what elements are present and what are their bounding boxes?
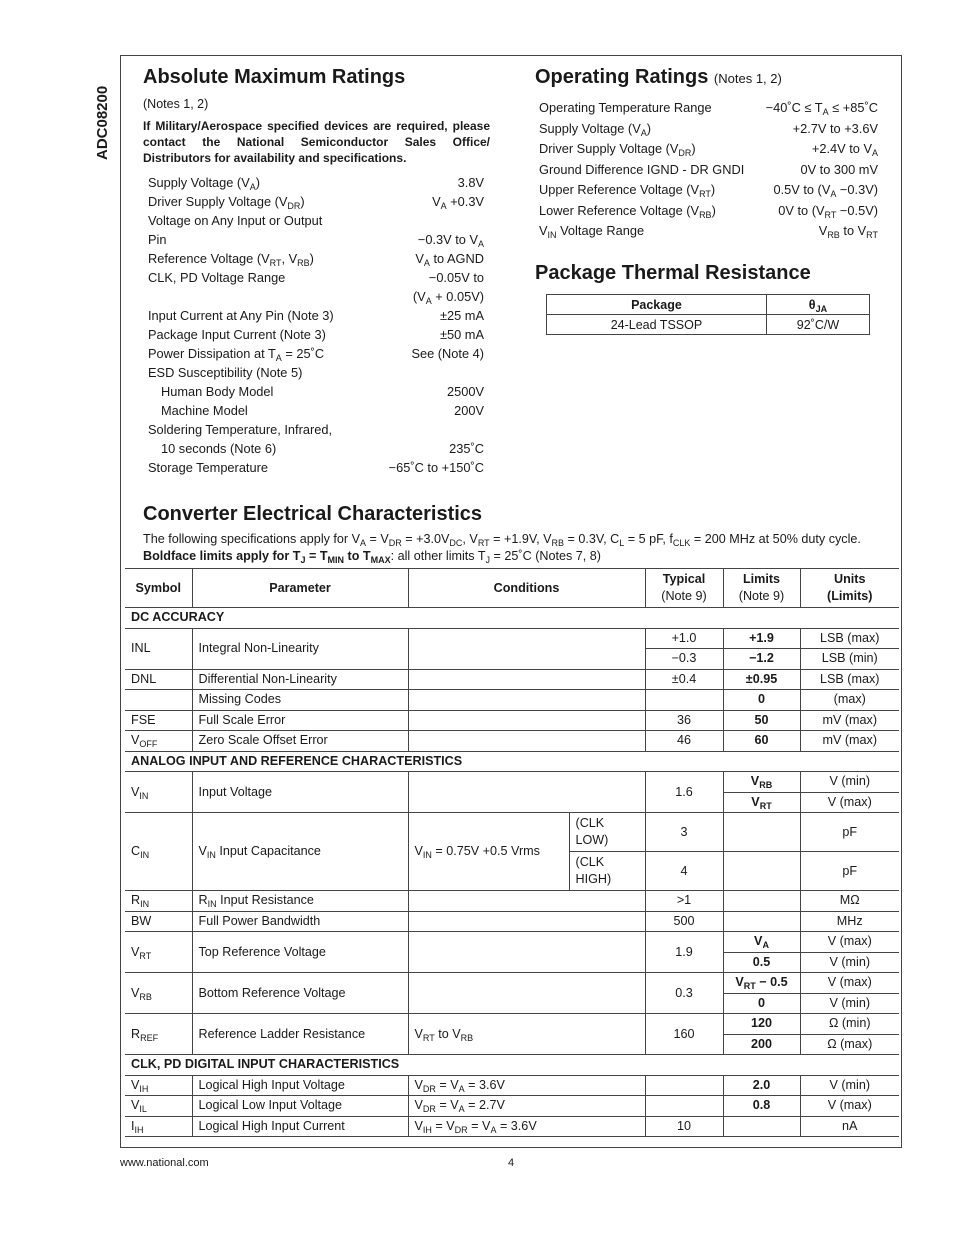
rating-value: $(V_A + 0.05V)$: [412, 289, 484, 306]
header-parameter: Parameter: [192, 569, 408, 608]
rating-value: $V_A$ to AGND: [415, 251, 484, 268]
rating-label: Power Dissipation at $T_A$ = 25˚C: [148, 346, 325, 363]
section-dc-accuracy: DC ACCURACY: [125, 608, 899, 629]
rating-row: [148, 173, 484, 192]
header-limits: Limits (Note 9): [723, 569, 800, 608]
rating-row: [148, 230, 484, 249]
rating-label: Supply Voltage $(V_A)$: [148, 175, 261, 192]
table-row: $V_{RT}$ V (max): [125, 792, 899, 813]
rating-row: [148, 382, 484, 401]
rating-value: $V_{RB}$ to $V_{RT}$: [818, 223, 878, 240]
operating-title: Operating Ratings (Notes 1, 2): [535, 66, 782, 88]
rating-label: ESD Susceptibility (Note 5): [148, 365, 303, 380]
rating-label: Soldering Temperature, Infrared,: [148, 422, 332, 437]
rating-label: Supply Voltage $(V_A)$: [539, 120, 652, 138]
rating-row: [148, 420, 484, 439]
rating-row: [539, 139, 878, 160]
rating-row: [539, 201, 878, 222]
rating-value: See (Note 4): [411, 346, 484, 361]
table-row: $V_{IN}$ Input Voltage 1.6 $V_{RB}$ V (min): [125, 772, 899, 793]
rating-row: [148, 325, 484, 344]
thermal-header-package: Package: [547, 295, 767, 315]
table-row: 200 Ω (max): [125, 1034, 899, 1055]
rating-row: [148, 458, 484, 477]
table-row: $V_{IL}$ Logical Low Input Voltage $V_{DR} = V_A = 2.7V$ 0.8 V (max): [125, 1096, 899, 1117]
rating-label: Pin: [148, 232, 167, 247]
table-row: $V_{RT}$ Top Reference Voltage 1.9 $V_A$ V (max): [125, 932, 899, 953]
rating-value: +2.7V to +3.6V: [792, 120, 878, 136]
table-row: DNL Differential Non-Linearity ±0.4 ±0.95 LSB (max): [125, 669, 899, 690]
header-conditions: Conditions: [408, 569, 645, 608]
header-typical: Typical (Note 9): [645, 569, 723, 608]
rating-value: 2500V: [446, 384, 484, 399]
rating-row: [148, 249, 484, 268]
table-row: 0 V (min): [125, 993, 899, 1014]
rating-label: CLK, PD Voltage Range: [148, 270, 286, 285]
rating-row: [148, 344, 484, 363]
abs-max-list: [148, 173, 484, 477]
thermal-title: Package Thermal Resistance: [535, 262, 811, 284]
rating-label: Ground Difference IGND - DR GNDI: [539, 161, 745, 177]
thermal-header-theta: $\theta_{JA}$: [766, 295, 869, 315]
operating-notes: (Notes 1, 2): [713, 71, 782, 86]
rating-value: 0V to 300 mV: [800, 161, 878, 177]
rating-row: [539, 160, 878, 181]
rating-value: ±50 mA: [439, 327, 484, 342]
section-analog-input: ANALOG INPUT AND REFERENCE CHARACTERISTICS: [125, 751, 899, 772]
rating-label: Human Body Model: [161, 384, 274, 399]
rating-label: Storage Temperature: [148, 460, 268, 475]
rating-label: 10 seconds (Note 6): [161, 441, 277, 456]
table-row: BW Full Power Bandwidth 500 MHz: [125, 911, 899, 932]
operating-list: [539, 98, 878, 242]
rating-value: 200V: [454, 403, 484, 418]
rating-row: [148, 401, 484, 420]
rating-value: 0.5V to $(V_A -0.3V)$: [773, 182, 878, 199]
rating-label: Operating Temperature Range: [539, 100, 712, 115]
rating-label: $V_{IN}$ Voltage Range: [539, 223, 645, 240]
table-row: $V_{RB}$ Bottom Reference Voltage 0.3 $V_{RT} - 0.5$ V (max): [125, 973, 899, 994]
rating-row: [539, 98, 878, 119]
rating-value: $V_A +0.3V$: [432, 194, 484, 211]
table-row: (CLK HIGH) 4 pF: [125, 852, 899, 891]
rating-row: [539, 119, 878, 140]
rating-value: 235˚C: [449, 441, 484, 456]
rating-value: −0.05V to: [428, 270, 484, 285]
table-row: $V_{IH}$ Logical High Input Voltage $V_{DR} = V_A = 3.6V$ 2.0 V (min): [125, 1075, 899, 1096]
rating-label: Input Current at Any Pin (Note 3): [148, 308, 334, 323]
table-row: $R_{REF}$ Reference Ladder Resistance $V_{RT}$ to $V_{RB}$ 160 120 Ω (min): [125, 1014, 899, 1035]
rating-row: [148, 268, 484, 287]
header-units: Units (Limits): [800, 569, 899, 608]
thermal-table: [546, 294, 870, 335]
rating-row: [539, 221, 878, 242]
abs-max-notes: (Notes 1, 2): [143, 97, 209, 111]
table-row: $R_{IN}$ $R_{IN}$ Input Resistance >1 MΩ: [125, 891, 899, 912]
electrical-characteristics-table: [125, 568, 899, 1137]
rating-value: ±25 mA: [439, 308, 484, 323]
side-part-number: ADC08200: [94, 85, 111, 160]
rating-row: [148, 439, 484, 458]
table-row: $I_{IH}$ Logical High Input Current $V_{IH} = V_{DR} = V_A = 3.6V$ 10 nA: [125, 1116, 899, 1137]
rating-label: Voltage on Any Input or Output: [148, 213, 323, 228]
rating-value: −0.3V to $V_A$: [417, 232, 484, 249]
rating-row: [148, 363, 484, 382]
rating-value: −40˚C ≤ $T_A$ ≤ +85˚C: [765, 100, 878, 117]
rating-label: Driver Supply Voltage $(V_{DR})$: [539, 141, 696, 158]
rating-row: [148, 192, 484, 211]
rating-value: +2.4V to $V_A$: [811, 141, 878, 158]
rating-label: Package Input Current (Note 3): [148, 327, 326, 342]
table-row: −0.3 −1.2 LSB (min): [125, 649, 899, 670]
rating-row: [539, 180, 878, 201]
converter-title: Converter Electrical Characteristics: [143, 503, 483, 525]
rating-row: [148, 211, 484, 230]
section-digital-input: CLK, PD DIGITAL INPUT CHARACTERISTICS: [125, 1055, 899, 1076]
abs-max-title: Absolute Maximum Ratings: [143, 66, 406, 88]
thermal-theta: 92˚C/W: [766, 315, 869, 335]
table-row: $C_{IN}$ $V_{IN}$ Input Capacitance $V_{IN} = 0.75V +0.5$ Vrms (CLK LOW) 3 pF: [125, 813, 899, 852]
converter-description: The following specifications apply for $V_A = V_{DR} = +3.0V_{DC}$, $V_{RT} = +1.9V$, $V_{RB} = 0.3V$, $C_L = 5$ pF, $f_{CLK} = 200$ MHz at 50% duty cycle. Boldface limits apply for $T_J = T_{MIN}$ to $T_{MAX}$: all other limits $T_J$ = 25˚C (Notes 7, 8): [143, 532, 861, 565]
table-row: $V_{OFF}$ Zero Scale Offset Error 46 60 mV (max): [125, 731, 899, 752]
rating-row: [148, 306, 484, 325]
rating-label: Driver Supply Voltage $(V_{DR})$: [148, 194, 305, 211]
thermal-package: 24-Lead TSSOP: [547, 315, 767, 335]
rating-label: Reference Voltage ($V_{RT}$, $V_{RB}$): [148, 251, 314, 268]
table-row: Missing Codes 0 (max): [125, 690, 899, 711]
table-row: INL Integral Non-Linearity +1.0 +1.9 LSB (max): [125, 628, 899, 649]
rating-label: Machine Model: [161, 403, 248, 418]
table-row: FSE Full Scale Error 36 50 mV (max): [125, 710, 899, 731]
rating-value: 3.8V: [457, 175, 484, 190]
page-number: 4: [508, 1157, 515, 1169]
military-warning: If Military/Aerospace specified devices are required, please contact the National Semiconductor Sales Office/ Distributors for availability and specifications.: [143, 119, 490, 165]
header-symbol: Symbol: [125, 569, 192, 608]
rating-value: 0V to $(V_{RT} -0.5V)$: [778, 202, 878, 220]
table-row: 0.5 V (min): [125, 952, 899, 973]
rating-label: Upper Reference Voltage $(V_{RT})$: [539, 182, 716, 199]
table-header-row: [125, 569, 899, 608]
rating-label: Lower Reference Voltage $(V_{RB})$: [539, 202, 716, 220]
rating-value: −65˚C to +150˚C: [388, 460, 484, 475]
footer-url[interactable]: www.national.com: [120, 1157, 209, 1169]
rating-row: [148, 287, 484, 306]
